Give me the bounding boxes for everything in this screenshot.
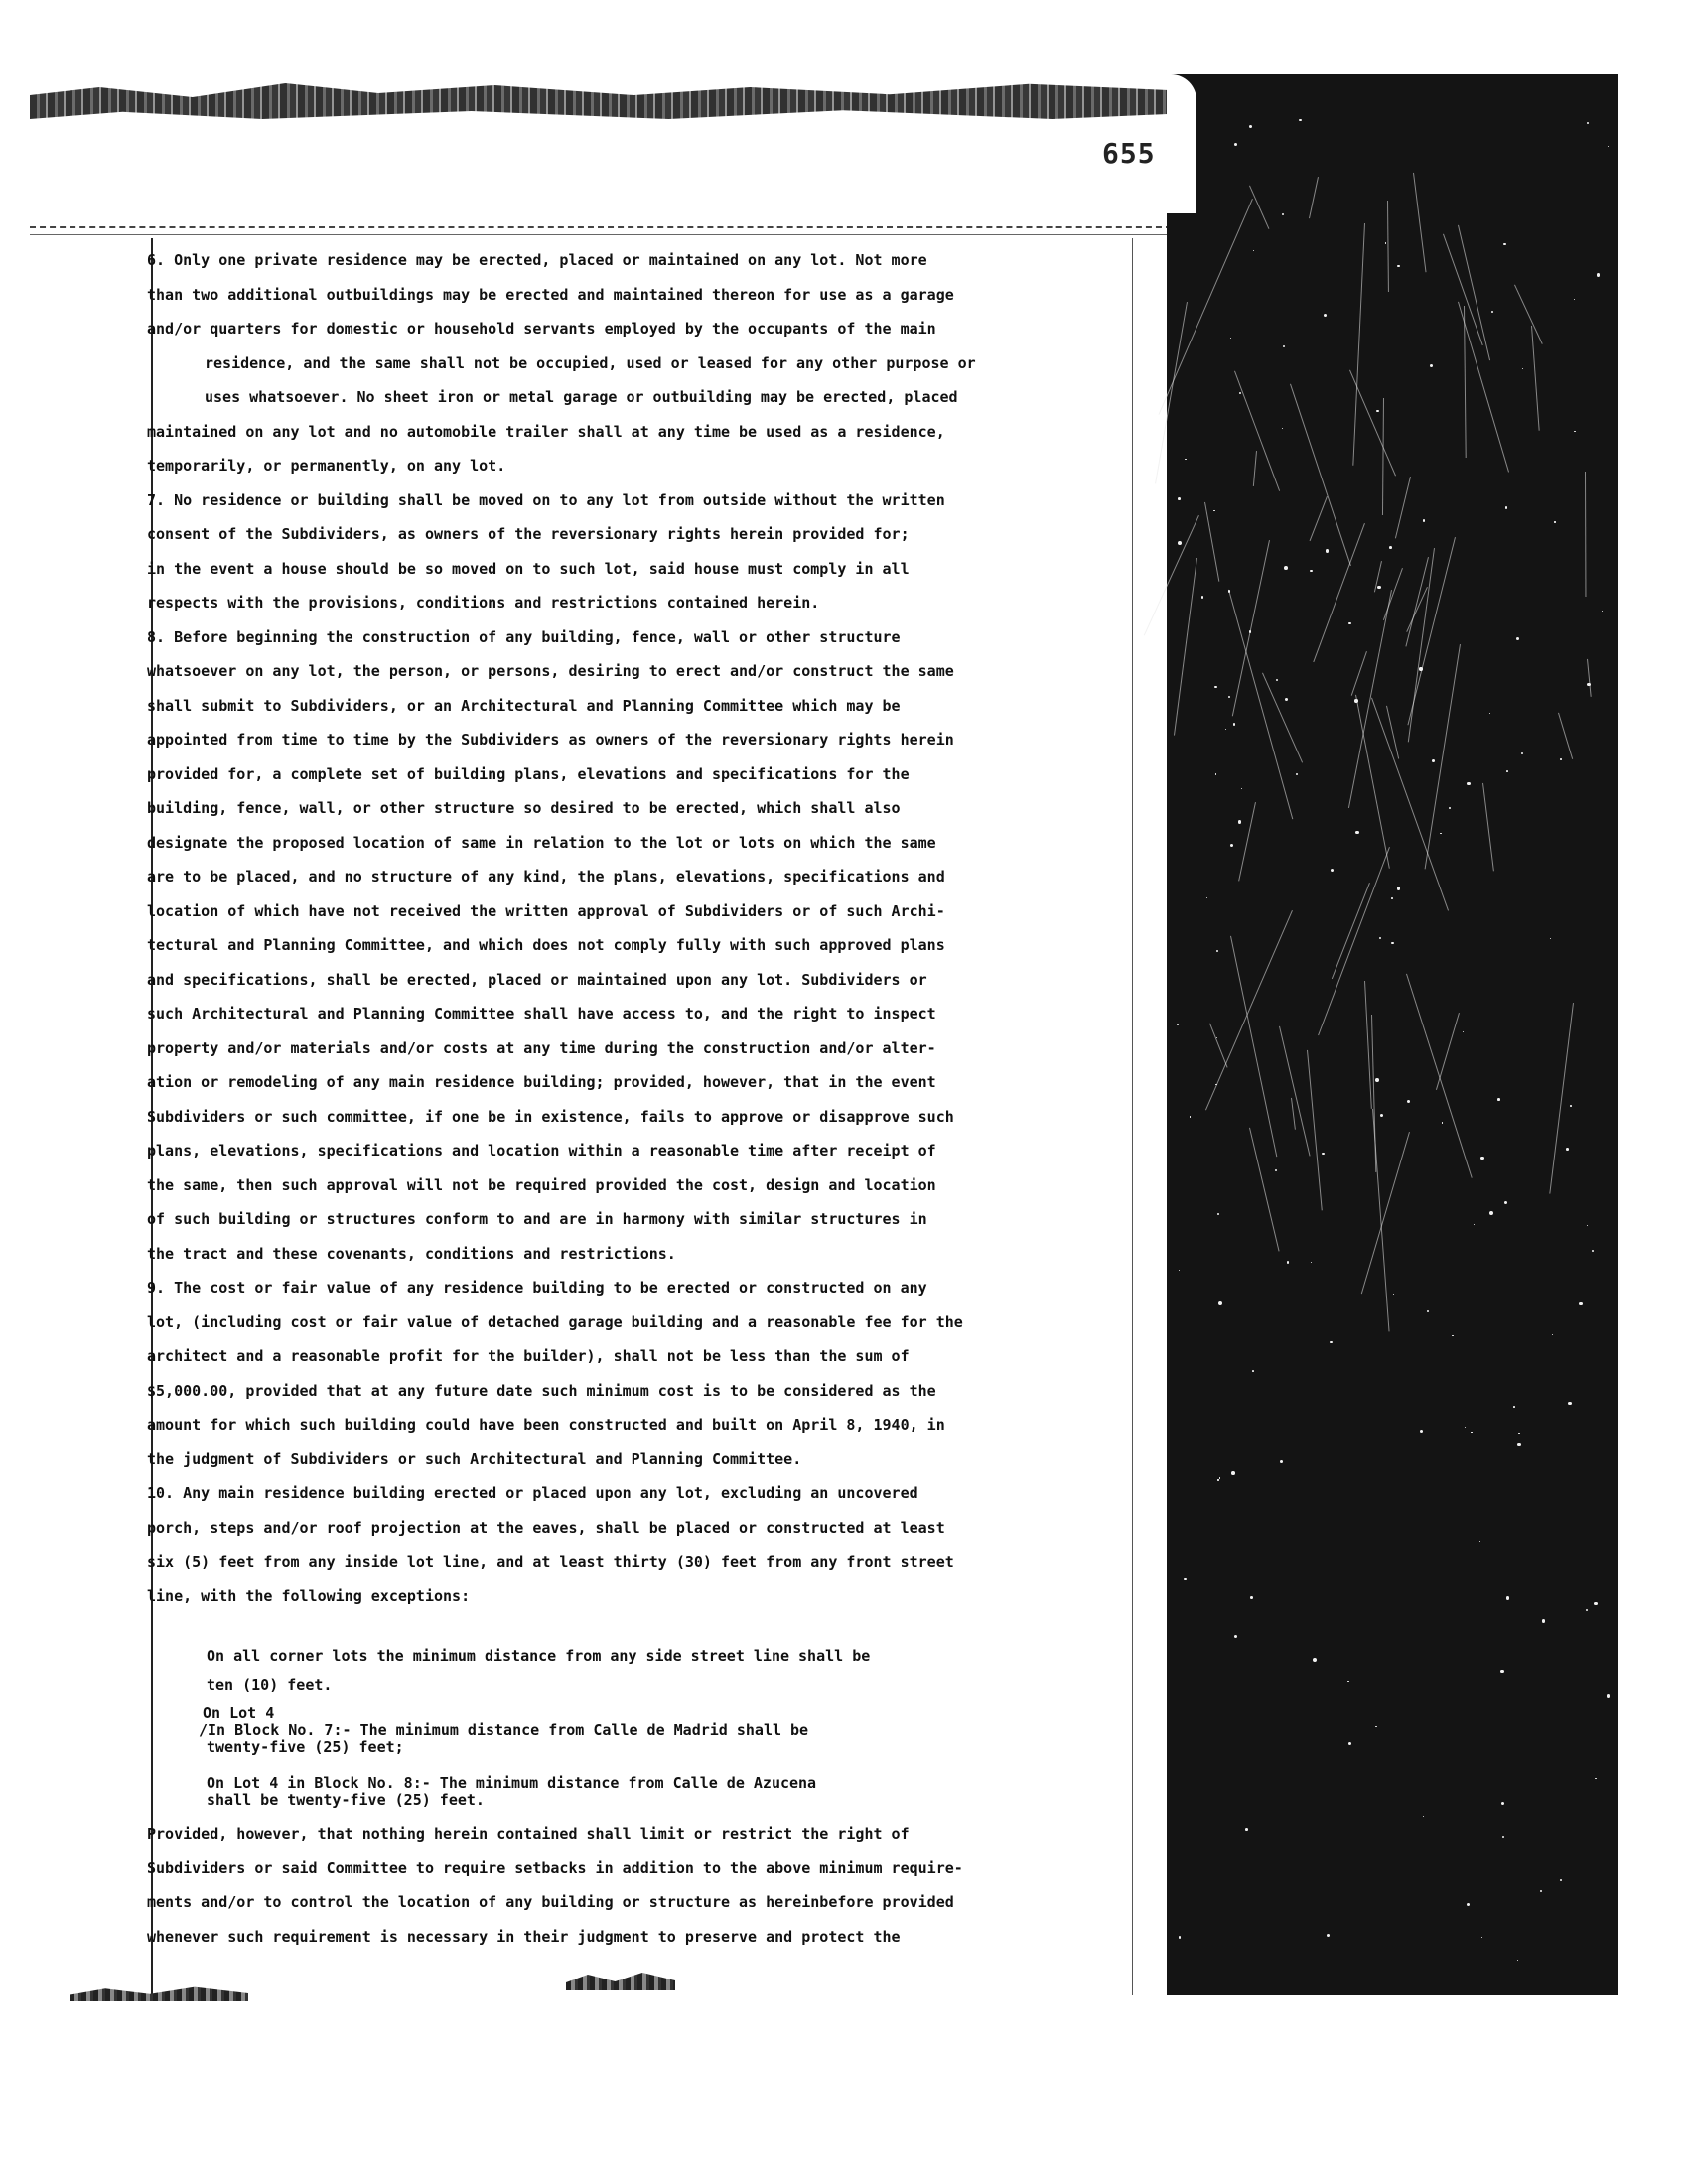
para-8-line: the same, then such approval will not be required provided the cost, design and location <box>147 1175 936 1194</box>
para-8-line: 8. Before beginning the construction of any building, fence, wall or other structure <box>147 627 901 646</box>
dust-speck <box>1313 1658 1317 1662</box>
para-9-line: architect and a reasonable profit for the builder), shall not be less than the sum of <box>147 1347 910 1365</box>
scan-dark-region <box>1167 74 1618 1995</box>
para-8-line: are to be placed, and no structure of any kind, the plans, elevations, specifications and <box>147 868 945 886</box>
dust-speck <box>1326 549 1329 552</box>
dust-speck <box>1283 345 1285 347</box>
document-body <box>147 243 1130 1613</box>
dust-speck <box>1201 596 1203 598</box>
dust-speck <box>1423 1816 1424 1817</box>
dust-speck <box>1347 1681 1348 1682</box>
scan-artifact-bottom-center <box>566 1971 675 1990</box>
dust-speck <box>1377 586 1380 589</box>
para-9-line: $5,000.00, provided that at any future date such minimum cost is to be considered as the <box>147 1381 936 1400</box>
proviso-line: Subdividers or said Committee to require setbacks in addition to the above minimum require- <box>147 1858 963 1877</box>
dust-speck <box>1489 1211 1493 1215</box>
para-7-line: 7. No residence or building shall be moved on to any lot from outside without the written <box>147 490 945 509</box>
para-8-line: property and/or materials and/or costs at any time during the construction and/or alter- <box>147 1038 936 1057</box>
dust-speck <box>1481 1937 1482 1938</box>
para-8-line: the tract and these covenants, conditions and restrictions. <box>147 1244 676 1263</box>
para-8-line: building, fence, wall, or other structure so desired to be erected, which shall also <box>147 799 901 817</box>
header-rule <box>30 226 1172 228</box>
dust-speck <box>1513 1406 1515 1408</box>
para-6-line: residence, and the same shall not be occupied, used or leased for any other purpose or <box>205 353 976 372</box>
dust-speck <box>1322 1153 1325 1156</box>
dust-speck <box>1566 1148 1569 1151</box>
dust-speck <box>1375 1726 1376 1727</box>
para-8-line: ation or remodeling of any main residence building; provided, however, that in the event <box>147 1073 936 1091</box>
para-10-line: 10. Any main residence building erected or placed upon any lot, excluding an uncovered <box>147 1484 918 1502</box>
proviso-line: whenever such requirement is necessary in their judgment to preserve and protect the <box>147 1927 901 1946</box>
para-8-line: tectural and Planning Committee, and which does not comply fully with such approved plans <box>147 936 945 954</box>
dust-speck <box>1218 1301 1222 1305</box>
para-6-line: than two additional outbuildings may be erected and maintained thereon for use as a garage <box>147 285 954 304</box>
scan-paper-corner <box>1167 74 1196 213</box>
para-9-line: lot, (including cost or fair value of detached garage building and a reasonable fee for the <box>147 1312 963 1331</box>
dust-speck <box>1391 942 1394 945</box>
proviso-line: ments and/or to control the location of any building or structure as hereinbefore provided <box>147 1893 954 1911</box>
proviso-paragraph <box>147 1817 1130 1954</box>
exception-corner-lots <box>207 1648 1001 1694</box>
para-8-line: location of which have not received the written approval of Subdividers or of such Archi- <box>147 901 945 920</box>
dust-speck <box>1500 1670 1503 1673</box>
dust-speck <box>1355 831 1358 834</box>
dust-speck <box>1284 566 1288 570</box>
dust-speck <box>1324 314 1327 317</box>
scan-artifact-top <box>30 79 1192 119</box>
dust-speck <box>1517 1443 1521 1447</box>
dust-speck <box>1214 686 1216 688</box>
dust-speck <box>1586 1609 1588 1611</box>
dust-speck <box>1542 1619 1545 1622</box>
para-10-line: six (5) feet from any inside lot line, and at least thirty (30) feet from any front street <box>147 1553 954 1570</box>
para-8-line: such Architectural and Planning Committee shall have access to, and the right to inspect <box>147 1005 936 1023</box>
dust-speck <box>1348 622 1351 625</box>
dust-speck <box>1228 590 1230 592</box>
dust-speck <box>1178 497 1181 500</box>
dust-speck <box>1471 1432 1472 1433</box>
para-6-line: 6. Only one private residence may be erected, placed or maintained on any lot. Not more <box>147 251 927 269</box>
dust-speck <box>1452 1335 1454 1337</box>
dust-speck <box>1540 1890 1542 1892</box>
interlinear-insert: On Lot 4 <box>203 1705 275 1722</box>
dust-speck <box>1521 752 1523 754</box>
para-7-line: consent of the Subdividers, as owners of the reversionary rights herein provided for; <box>147 525 910 543</box>
dust-speck <box>1503 243 1505 245</box>
dust-speck <box>1233 723 1236 726</box>
para-8-line: Subdividers or such committee, if one be in existence, fails to approve or disapprove such <box>147 1107 954 1126</box>
para-10-line: porch, steps and/or roof projection at the eaves, shall be placed or constructed at least <box>147 1518 945 1537</box>
dust-speck <box>1276 679 1278 681</box>
para-6-line: and/or quarters for domestic or household servants employed by the occupants of the main <box>147 320 936 338</box>
dust-speck <box>1430 364 1433 367</box>
dust-speck <box>1587 683 1591 687</box>
dust-speck <box>1607 1694 1610 1697</box>
para-8-line: appointed from time to time by the Subdividers as owners of the reversionary rights herein <box>147 731 954 749</box>
dust-speck <box>1250 1596 1253 1599</box>
dust-speck <box>1215 773 1216 774</box>
para-8-line: and specifications, shall be erected, placed or maintained upon any lot. Subdividers or <box>147 970 927 989</box>
exception-block-8 <box>207 1775 1001 1809</box>
para-9-line: the judgment of Subdividers or such Architectural and Planning Committee. <box>147 1449 802 1468</box>
para-10-line: line, with the following exceptions: <box>147 1586 471 1605</box>
dust-speck <box>1397 887 1400 889</box>
dust-speck <box>1354 699 1357 702</box>
dust-speck <box>1497 1098 1500 1101</box>
para-8-line: provided for, a complete set of building plans, elevations and specifications for the <box>147 764 910 783</box>
para-6-line: uses whatsoever. No sheet iron or metal garage or outbuilding may be erected, placed <box>205 388 958 406</box>
right-margin-rule <box>1132 238 1133 1995</box>
exception-line: shall be twenty-five (25) feet. <box>207 1791 485 1809</box>
exception-line: twenty-five (25) feet; <box>207 1738 404 1756</box>
dust-speck <box>1249 630 1251 632</box>
dust-speck <box>1245 1828 1248 1831</box>
dust-speck <box>1440 833 1441 834</box>
dust-speck <box>1348 1742 1351 1745</box>
dust-speck <box>1375 1078 1379 1082</box>
dust-speck <box>1216 950 1218 952</box>
para-8-line: of such building or structures conform to and are in harmony with similar structures in <box>147 1210 927 1228</box>
scratch-mark <box>1585 472 1586 597</box>
dust-speck <box>1376 410 1378 412</box>
para-7-line: in the event a house should be so moved on to such lot, said house must comply in all <box>147 559 910 578</box>
dust-speck <box>1506 1596 1509 1599</box>
dust-speck <box>1570 1105 1572 1107</box>
dust-speck <box>1380 1114 1383 1117</box>
para-6-line: maintained on any lot and no automobile trailer shall at any time be used as a residence, <box>147 422 945 441</box>
para-7-line: respects with the provisions, conditions and restrictions contained herein. <box>147 594 820 612</box>
exception-line: /In Block No. 7:- The minimum distance from Calle de Madrid shall be <box>199 1721 809 1739</box>
dust-speck <box>1419 667 1422 670</box>
para-8-line: shall submit to Subdividers, or an Architectural and Planning Committee which may be <box>147 696 901 715</box>
dust-speck <box>1217 1479 1218 1480</box>
dust-speck <box>1432 759 1435 762</box>
dust-speck <box>1579 1302 1583 1306</box>
dust-speck <box>1517 1960 1518 1961</box>
dust-speck <box>1554 521 1555 522</box>
dust-speck <box>1474 1224 1475 1225</box>
dust-speck <box>1231 1471 1235 1475</box>
scan-artifact-bottom-left <box>70 1985 248 2001</box>
exception-block-7 <box>199 1706 993 1756</box>
dust-speck <box>1391 897 1393 899</box>
dust-speck <box>1213 510 1214 511</box>
para-9-line: amount for which such building could have been constructed and built on April 8, 1940, in <box>147 1416 945 1433</box>
dust-speck <box>1239 392 1241 394</box>
dust-speck <box>1505 506 1507 508</box>
para-8-line: whatsoever on any lot, the person, or persons, desiring to erect and/or construct the same <box>147 662 954 680</box>
dust-speck <box>1552 1334 1553 1335</box>
exception-line: ten (10) feet. <box>207 1676 333 1694</box>
proviso-line: Provided, however, that nothing herein contained shall limit or restrict the right of <box>147 1825 910 1843</box>
para-6-line: temporarily, or permanently, on any lot. <box>147 457 506 475</box>
exception-line: On all corner lots the minimum distance from any side street line shall be <box>207 1647 871 1665</box>
para-8-line: designate the proposed location of same in relation to the lot or lots on which the same <box>147 833 936 852</box>
para-8-line: plans, elevations, specifications and location within a reasonable time after receipt of <box>147 1142 936 1160</box>
dust-speck <box>1179 1270 1180 1271</box>
dust-speck <box>1516 637 1519 640</box>
dust-speck <box>1560 1879 1562 1881</box>
para-9-line: 9. The cost or fair value of any residence building to be erected or constructed on any <box>147 1279 927 1297</box>
dust-speck <box>1389 546 1392 549</box>
header-rule-secondary <box>30 234 1172 235</box>
page-number: 655 <box>1102 137 1156 170</box>
exception-line: On Lot 4 in Block No. 8:- The minimum distance from Calle de Azucena <box>207 1774 817 1792</box>
dust-speck <box>1463 1031 1464 1032</box>
